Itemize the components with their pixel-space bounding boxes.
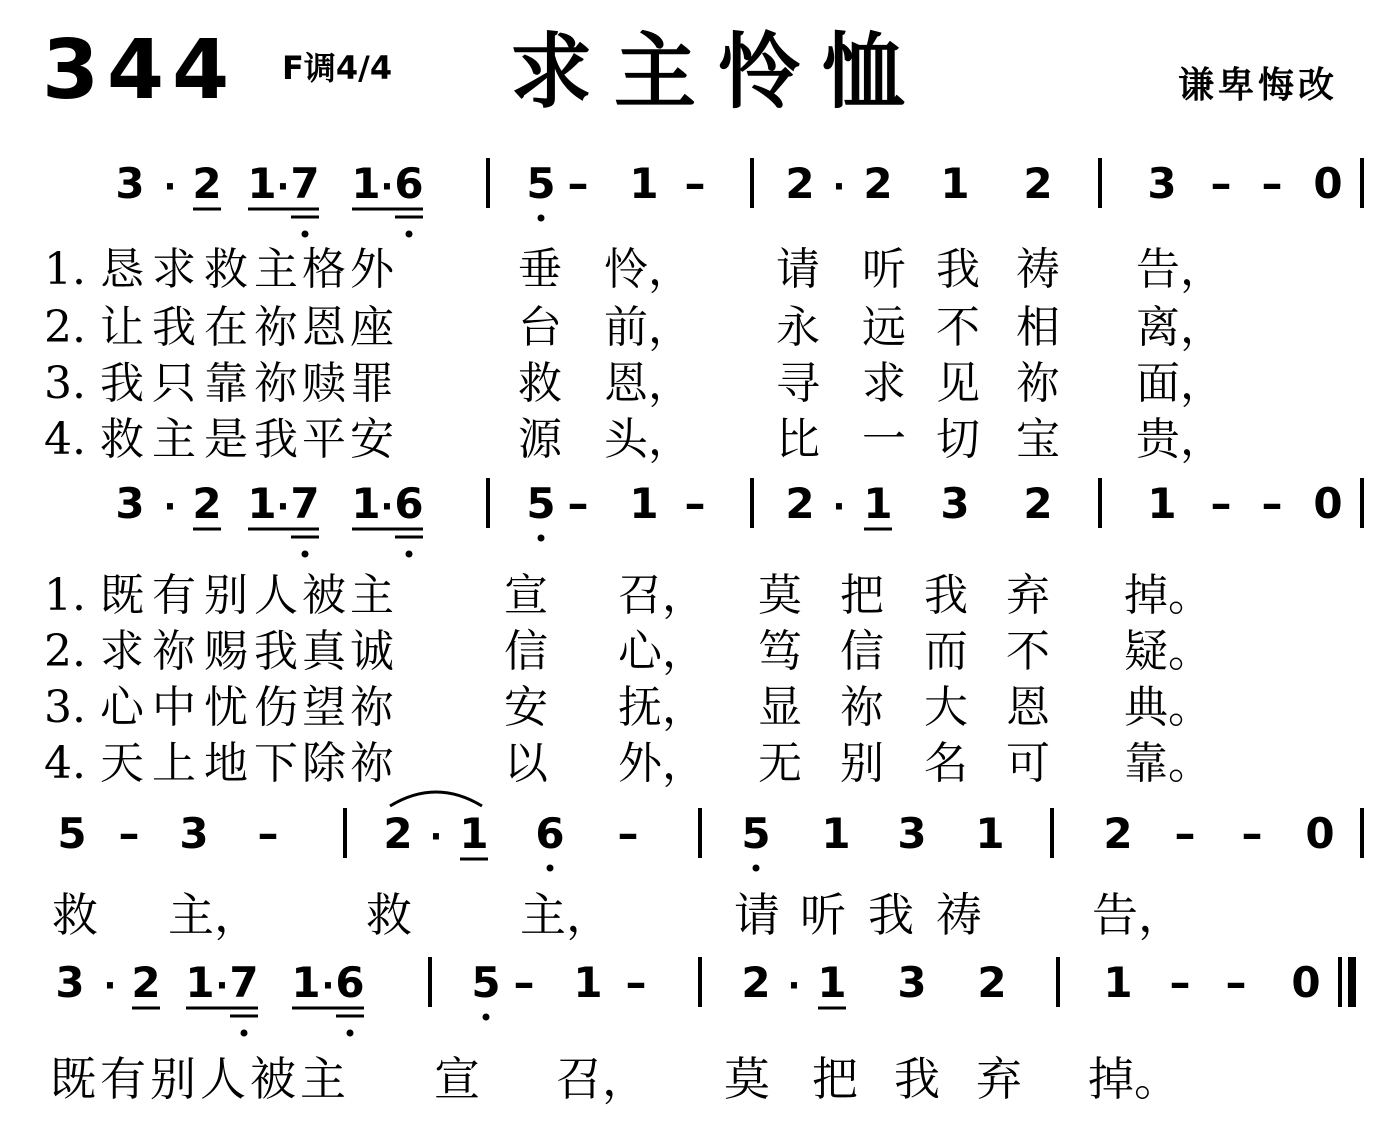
verse-number: 2. bbox=[44, 626, 86, 677]
lyric-char: 宣 bbox=[504, 570, 548, 621]
lyric-char: 疑。 bbox=[1124, 626, 1212, 677]
lyric-char: 笃 bbox=[758, 626, 802, 677]
lyric-char: 我 bbox=[924, 570, 968, 621]
lyric-char: 我 bbox=[100, 358, 144, 409]
dot-augmentation: · bbox=[163, 167, 177, 207]
lyric-char: 中 bbox=[152, 682, 196, 733]
verse-number: 1. bbox=[44, 570, 86, 621]
octave-dot-below bbox=[538, 535, 545, 542]
lyric-char: 我 bbox=[152, 302, 196, 353]
key-signature: F调4/4 bbox=[282, 49, 393, 87]
lyric-char: 典。 bbox=[1124, 682, 1212, 733]
lyric-char: 望 bbox=[302, 682, 346, 733]
note-digit: 6 bbox=[394, 159, 424, 208]
dot-augmentation: · bbox=[321, 966, 335, 1006]
note-digit: 5 bbox=[57, 809, 87, 858]
lyric-char: 召， bbox=[618, 570, 706, 621]
dash-extension: – bbox=[567, 159, 589, 208]
note-digit: 2 bbox=[977, 958, 1007, 1007]
lyric-char: 头， bbox=[604, 414, 692, 465]
lyric-char: 救 bbox=[100, 414, 144, 465]
lyric-char: 是 bbox=[204, 414, 248, 465]
lyric-char: 永 bbox=[776, 302, 820, 353]
note-digit: 1 bbox=[817, 958, 847, 1007]
lyric-char: 求 bbox=[100, 626, 144, 677]
lyric-char: 我 bbox=[868, 888, 914, 942]
note-digit: 2 bbox=[131, 958, 161, 1007]
verse-number: 4. bbox=[44, 738, 86, 789]
note-digit: 3 bbox=[1147, 159, 1177, 208]
lyric-char: 见 bbox=[936, 358, 980, 409]
lyric-char: 请 bbox=[734, 888, 780, 942]
lyric-char: 心， bbox=[618, 626, 706, 677]
note-digit: 1 bbox=[1147, 479, 1177, 528]
note-digit: 0 bbox=[1313, 159, 1343, 208]
dot-augmentation: · bbox=[276, 167, 290, 207]
lyric-char: 祢 bbox=[254, 358, 298, 409]
lyric-char: 垂 bbox=[518, 244, 562, 295]
lyric-char: 前， bbox=[604, 302, 692, 353]
lyric-char: 不 bbox=[1006, 626, 1050, 677]
note-digit: 1 bbox=[351, 159, 381, 208]
lyric-char: 只 bbox=[152, 358, 196, 409]
lyric-char: 听 bbox=[862, 244, 906, 295]
dash-extension: – bbox=[617, 809, 639, 858]
lyric-char: 切 bbox=[936, 414, 980, 465]
lyric-char: 救 bbox=[518, 358, 562, 409]
hymn-title: 求主怜恤 bbox=[510, 25, 927, 120]
note-digit: 5 bbox=[526, 159, 556, 208]
lyric-char: 相 bbox=[1016, 302, 1060, 353]
lyric-char: 罪 bbox=[350, 358, 394, 409]
lyric-char: 我 bbox=[254, 414, 298, 465]
octave-dot-below bbox=[302, 231, 309, 238]
lyric-char: 外， bbox=[618, 738, 706, 789]
lyric-char: 显 bbox=[758, 682, 802, 733]
note-digit: 1 bbox=[573, 958, 603, 1007]
note-digit: 1 bbox=[629, 479, 659, 528]
lyric-char: 既 bbox=[100, 570, 144, 621]
note-digit: 3 bbox=[55, 958, 85, 1007]
lyric-char: 求 bbox=[152, 244, 196, 295]
octave-dot-below bbox=[538, 215, 545, 222]
dash-extension: – bbox=[118, 809, 140, 858]
lyric-char: 召， bbox=[556, 1052, 648, 1106]
dot-augmentation: · bbox=[103, 966, 117, 1006]
lyric-char: 平 bbox=[302, 414, 346, 465]
lyric-char: 祷 bbox=[1016, 244, 1060, 295]
lyric-char: 大 bbox=[924, 682, 968, 733]
lyric-char: 忧 bbox=[204, 682, 248, 733]
lyric-char: 安 bbox=[504, 682, 548, 733]
lyric-char: 安 bbox=[350, 414, 394, 465]
lyric-char: 信 bbox=[840, 626, 884, 677]
note-digit: 3 bbox=[897, 958, 927, 1007]
lyric-char: 听 bbox=[800, 888, 846, 942]
lyric-char: 以 bbox=[504, 738, 548, 789]
lyric-char: 救 bbox=[366, 888, 412, 942]
octave-dot-below bbox=[302, 551, 309, 558]
hymn-number: 344 bbox=[42, 23, 238, 118]
lyric-char: 地 bbox=[204, 738, 248, 789]
note-digit: 7 bbox=[290, 159, 320, 208]
lyric-char: 祷 bbox=[936, 888, 982, 942]
note-digit: 5 bbox=[471, 958, 501, 1007]
note-digit: 0 bbox=[1305, 809, 1335, 858]
note-digit: 1 bbox=[247, 159, 277, 208]
lyric-char: 信 bbox=[504, 626, 548, 677]
octave-dot-below bbox=[483, 1014, 490, 1021]
lyric-char: 祢 bbox=[152, 626, 196, 677]
note-digit: 1 bbox=[629, 159, 659, 208]
note-digit: 2 bbox=[741, 958, 771, 1007]
hymn-author: 谦卑悔改 bbox=[1178, 65, 1339, 106]
note-digit: 1 bbox=[291, 958, 321, 1007]
dash-extension: – bbox=[513, 958, 535, 1007]
lyric-char: 格 bbox=[302, 244, 346, 295]
dot-augmentation: · bbox=[832, 167, 846, 207]
lyric-char: 主 bbox=[152, 414, 196, 465]
note-digit: 2 bbox=[785, 159, 815, 208]
lyric-char: 别 bbox=[150, 1052, 196, 1106]
dot-augmentation: · bbox=[787, 966, 801, 1006]
note-digit: 1 bbox=[247, 479, 277, 528]
lyric-char: 主 bbox=[254, 244, 298, 295]
lyric-char: 面， bbox=[1136, 358, 1224, 409]
lyric-char: 靠。 bbox=[1124, 738, 1212, 789]
lyric-char: 台 bbox=[518, 302, 562, 353]
note-digit: 1 bbox=[821, 809, 851, 858]
lyric-char: 我 bbox=[894, 1052, 940, 1106]
lyric-char: 贵， bbox=[1136, 414, 1224, 465]
lyric-char: 别 bbox=[840, 738, 884, 789]
lyric-char: 寻 bbox=[776, 358, 820, 409]
dot-augmentation: · bbox=[276, 487, 290, 527]
octave-dot-below bbox=[406, 551, 413, 558]
lyric-char: 座 bbox=[350, 302, 394, 353]
lyric-char: 救 bbox=[204, 244, 248, 295]
lyric-char: 一 bbox=[862, 414, 906, 465]
octave-dot-below bbox=[547, 865, 554, 872]
lyric-char: 无 bbox=[758, 738, 802, 789]
lyric-char: 宝 bbox=[1016, 414, 1060, 465]
lyric-char: 掉。 bbox=[1124, 570, 1212, 621]
lyric-char: 恩 bbox=[1006, 682, 1050, 733]
dot-augmentation: · bbox=[380, 167, 394, 207]
lyric-char: 诚 bbox=[350, 626, 394, 677]
lyric-char: 救 bbox=[52, 888, 98, 942]
lyric-char: 祢 bbox=[350, 682, 394, 733]
note-digit: 7 bbox=[290, 479, 320, 528]
lyric-char: 把 bbox=[812, 1052, 858, 1106]
note-digit: 7 bbox=[229, 958, 259, 1007]
lyric-char: 心 bbox=[100, 682, 144, 733]
note-digit: 2 bbox=[192, 479, 222, 528]
dash-extension: – bbox=[257, 809, 279, 858]
lyric-char: 请 bbox=[776, 244, 820, 295]
verse-number: 1. bbox=[44, 244, 86, 295]
dash-extension: – bbox=[1169, 958, 1191, 1007]
dash-extension: – bbox=[625, 958, 647, 1007]
lyric-char: 离， bbox=[1136, 302, 1224, 353]
verse-number: 4. bbox=[44, 414, 86, 465]
lyric-char: 别 bbox=[204, 570, 248, 621]
lyric-char: 主， bbox=[520, 888, 612, 942]
lyric-char: 下 bbox=[254, 738, 298, 789]
note-digit: 1 bbox=[459, 809, 489, 858]
lyric-char: 不 bbox=[936, 302, 980, 353]
lyric-char: 宣 bbox=[434, 1052, 480, 1106]
note-digit: 2 bbox=[1103, 809, 1133, 858]
lyric-char: 赎 bbox=[302, 358, 346, 409]
octave-dot-below bbox=[347, 1030, 354, 1037]
note-digit: 3 bbox=[940, 479, 970, 528]
verse-number: 3. bbox=[44, 358, 86, 409]
lyric-char: 告， bbox=[1092, 888, 1184, 942]
verse-number: 2. bbox=[44, 302, 86, 353]
lyric-char: 主， bbox=[168, 888, 260, 942]
note-digit: 2 bbox=[1023, 159, 1053, 208]
lyric-char: 被 bbox=[302, 570, 346, 621]
dot-augmentation: · bbox=[215, 966, 229, 1006]
note-digit: 0 bbox=[1313, 479, 1343, 528]
lyric-char: 名 bbox=[924, 738, 968, 789]
lyric-char: 可 bbox=[1006, 738, 1050, 789]
lyric-char: 而 bbox=[924, 626, 968, 677]
lyric-char: 除 bbox=[302, 738, 346, 789]
lyric-char: 恳 bbox=[100, 244, 144, 295]
lyric-char: 赐 bbox=[204, 626, 248, 677]
dash-extension: – bbox=[1225, 958, 1247, 1007]
note-digit: 6 bbox=[535, 809, 565, 858]
dash-extension: – bbox=[1210, 159, 1232, 208]
note-digit: 1 bbox=[1103, 958, 1133, 1007]
lyric-char: 弃 bbox=[1006, 570, 1050, 621]
lyric-char: 远 bbox=[862, 302, 906, 353]
lyric-char: 祢 bbox=[254, 302, 298, 353]
dot-augmentation: · bbox=[429, 817, 443, 857]
lyric-char: 靠 bbox=[204, 358, 248, 409]
lyric-char: 莫 bbox=[758, 570, 802, 621]
lyric-char: 让 bbox=[100, 302, 144, 353]
lyric-char: 人 bbox=[200, 1052, 246, 1106]
lyric-char: 弃 bbox=[976, 1052, 1022, 1106]
note-digit: 3 bbox=[179, 809, 209, 858]
lyric-char: 我 bbox=[254, 626, 298, 677]
dash-extension: – bbox=[684, 159, 706, 208]
lyric-char: 上 bbox=[152, 738, 196, 789]
note-digit: 5 bbox=[526, 479, 556, 528]
lyric-char: 恩 bbox=[302, 302, 346, 353]
note-digit: 5 bbox=[741, 809, 771, 858]
note-digit: 2 bbox=[1023, 479, 1053, 528]
lyric-char: 天 bbox=[100, 738, 144, 789]
lyric-char: 有 bbox=[100, 1052, 146, 1106]
lyric-char: 伤 bbox=[254, 682, 298, 733]
note-digit: 1 bbox=[185, 958, 215, 1007]
lyric-char: 真 bbox=[302, 626, 346, 677]
lyric-char: 恩， bbox=[604, 358, 692, 409]
lyric-char: 求 bbox=[862, 358, 906, 409]
dash-extension: – bbox=[1261, 479, 1283, 528]
lyric-char: 人 bbox=[254, 570, 298, 621]
lyric-char: 有 bbox=[152, 570, 196, 621]
dash-extension: – bbox=[567, 479, 589, 528]
octave-dot-below bbox=[406, 231, 413, 238]
note-digit: 1 bbox=[940, 159, 970, 208]
slur bbox=[390, 792, 482, 806]
note-digit: 2 bbox=[785, 479, 815, 528]
lyric-char: 比 bbox=[776, 414, 820, 465]
verse-number: 3. bbox=[44, 682, 86, 733]
dash-extension: – bbox=[1174, 809, 1196, 858]
note-digit: 1 bbox=[975, 809, 1005, 858]
note-digit: 6 bbox=[394, 479, 424, 528]
lyric-char: 祢 bbox=[1016, 358, 1060, 409]
lyric-char: 我 bbox=[936, 244, 980, 295]
note-digit: 2 bbox=[383, 809, 413, 858]
dash-extension: – bbox=[1261, 159, 1283, 208]
lyric-char: 莫 bbox=[724, 1052, 770, 1106]
lyric-char: 主 bbox=[350, 570, 394, 621]
dot-augmentation: · bbox=[832, 487, 846, 527]
note-digit: 1 bbox=[863, 479, 893, 528]
dash-extension: – bbox=[1210, 479, 1232, 528]
lyric-char: 告， bbox=[1136, 244, 1224, 295]
lyric-char: 怜， bbox=[604, 244, 692, 295]
note-digit: 1 bbox=[351, 479, 381, 528]
lyric-char: 祢 bbox=[350, 738, 394, 789]
lyric-char: 在 bbox=[204, 302, 248, 353]
note-digit: 3 bbox=[897, 809, 927, 858]
lyric-char: 源 bbox=[518, 414, 562, 465]
dash-extension: – bbox=[684, 479, 706, 528]
dot-augmentation: · bbox=[163, 487, 177, 527]
lyric-char: 被 bbox=[250, 1052, 296, 1106]
note-digit: 2 bbox=[192, 159, 222, 208]
dot-augmentation: · bbox=[380, 487, 394, 527]
lyric-char: 主 bbox=[300, 1052, 346, 1106]
octave-dot-below bbox=[241, 1030, 248, 1037]
note-digit: 6 bbox=[335, 958, 365, 1007]
lyric-char: 外 bbox=[350, 244, 394, 295]
lyric-char: 抚， bbox=[618, 682, 706, 733]
dash-extension: – bbox=[1241, 809, 1263, 858]
note-digit: 2 bbox=[863, 159, 893, 208]
lyric-char: 既 bbox=[50, 1052, 96, 1106]
note-digit: 3 bbox=[115, 159, 145, 208]
octave-dot-below bbox=[753, 865, 760, 872]
lyric-char: 掉。 bbox=[1088, 1052, 1180, 1106]
note-digit: 3 bbox=[115, 479, 145, 528]
note-digit: 0 bbox=[1291, 958, 1321, 1007]
lyric-char: 祢 bbox=[840, 682, 884, 733]
lyric-char: 把 bbox=[840, 570, 884, 621]
